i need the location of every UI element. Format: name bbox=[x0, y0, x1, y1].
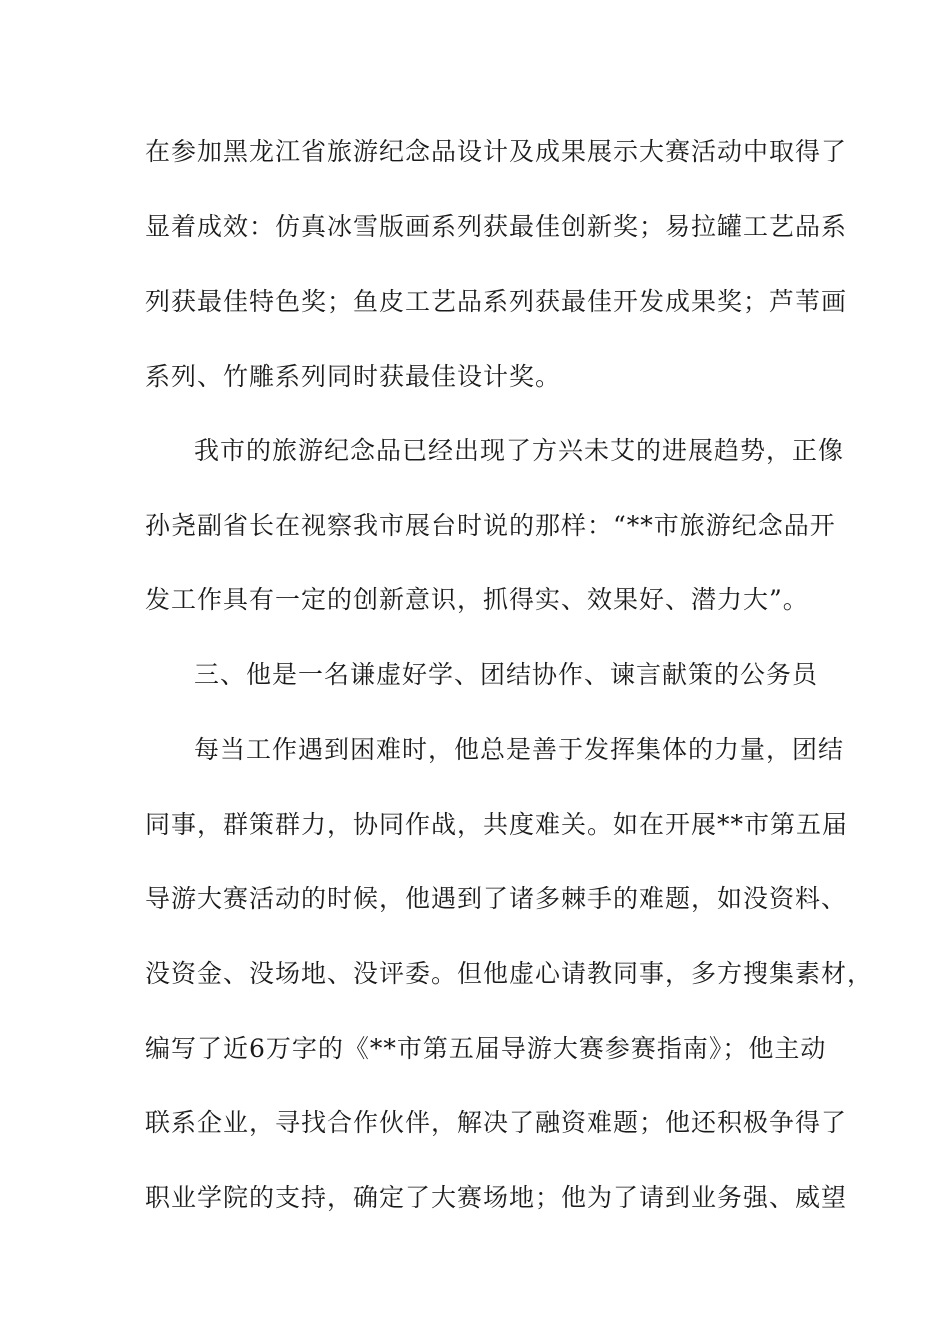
text-line: 编写了近6万字的《**市第五届导游大赛参赛指南》；他主动 bbox=[145, 1034, 827, 1063]
text-line: 发工作具有一定的创新意识，抓得实、效果好、潜力大”。 bbox=[145, 585, 809, 614]
text-line: 列获最佳特色奖；鱼皮工艺品系列获最佳开发成果奖；芦苇画 bbox=[145, 287, 848, 316]
text-line: 同事，群策群力，协同作战，共度难关。如在开展**市第五届 bbox=[145, 810, 849, 839]
text-line: 联系企业，寻找合作伙伴，解决了融资难题；他还积极争得了 bbox=[145, 1108, 848, 1137]
text-line: 在参加黑龙江省旅游纪念品设计及成果展示大赛活动中取得了 bbox=[145, 137, 848, 166]
section-heading: 三、他是一名谦虚好学、团结协作、谏言献策的公务员 bbox=[194, 660, 819, 689]
paragraph-first-line: 每当工作遇到困难时，他总是善于发挥集体的力量，团结 bbox=[194, 735, 845, 764]
paragraph-first-line: 我市的旅游纪念品已经出现了方兴未艾的进展趋势，正像 bbox=[194, 436, 845, 465]
text-line: 系列、竹雕系列同时获最佳设计奖。 bbox=[145, 362, 562, 391]
text-line: 没资金、没场地、没评委。但他虚心请教同事，多方搜集素材， bbox=[145, 959, 874, 988]
text-line: 显着成效：仿真冰雪版画系列获最佳创新奖；易拉罐工艺品系 bbox=[145, 212, 848, 241]
text-line: 孙尧副省长在视察我市展台时说的那样：“**市旅游纪念品开 bbox=[145, 511, 836, 540]
text-line: 职业学院的支持，确定了大赛场地；他为了请到业务强、威望 bbox=[145, 1183, 848, 1212]
text-line: 导游大赛活动的时候，他遇到了诸多棘手的难题，如没资料、 bbox=[145, 884, 848, 913]
